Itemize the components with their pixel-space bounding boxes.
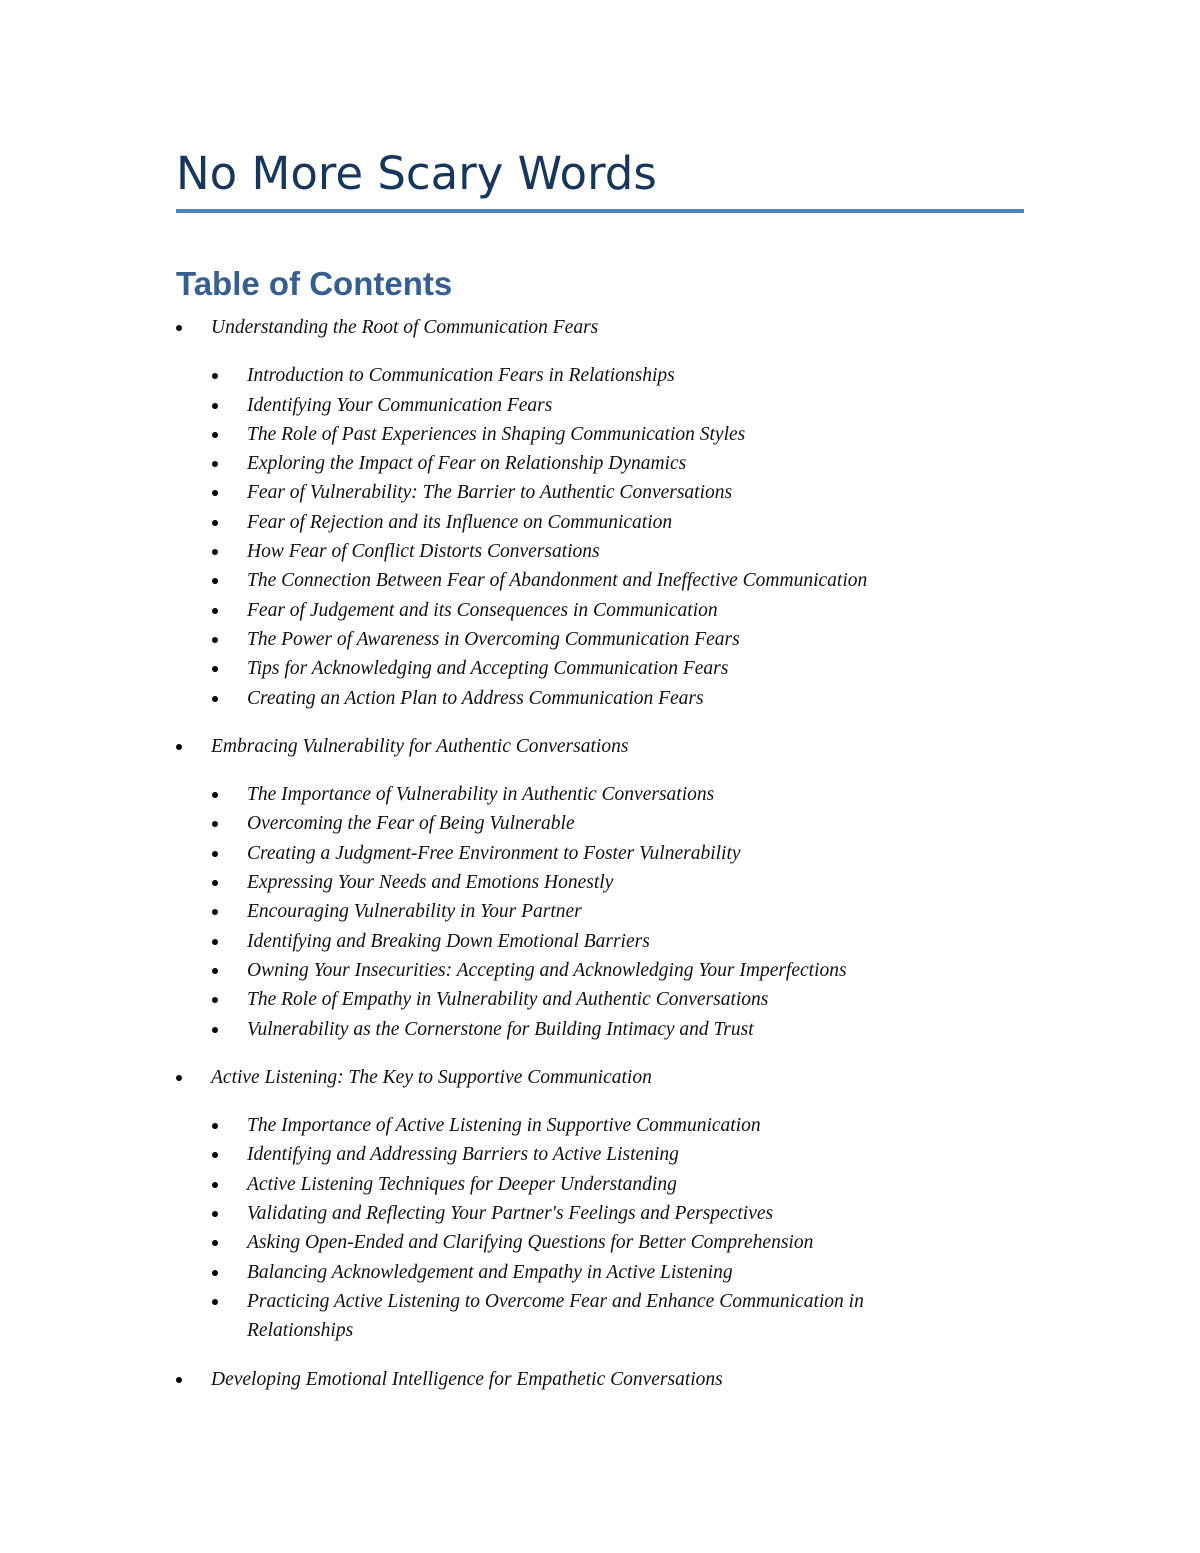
toc-section-item (176, 1258, 1026, 1287)
bullet-icon (212, 1240, 218, 1246)
toc-section-title: Balancing Acknowledgement and Empathy in Active Listening (247, 1261, 733, 1283)
bullet-icon (212, 792, 218, 798)
title-underline-rule (176, 209, 1024, 213)
toc-section-item (176, 625, 1026, 654)
bullet-icon (212, 490, 218, 496)
bullet-icon (212, 1211, 218, 1217)
toc-section-item (176, 780, 1026, 809)
bullet-icon (212, 1299, 218, 1305)
toc-section-title: Encouraging Vulnerability in Your Partner (247, 901, 582, 923)
bullet-icon (212, 578, 218, 584)
toc-section-list (176, 361, 1026, 713)
bullet-icon (212, 608, 218, 614)
bullet-icon (212, 549, 218, 555)
toc-section-item (176, 1199, 1026, 1228)
toc-section-title: Creating an Action Plan to Address Communication Fears (247, 687, 704, 709)
toc-section-item (176, 654, 1026, 683)
toc-section-item (176, 537, 1026, 566)
toc-chapter-title: Developing Emotional Intelligence for Empathetic Conversations (211, 1368, 723, 1390)
bullet-icon (212, 851, 218, 857)
document-title: No More Scary Words (176, 147, 657, 200)
toc-section-item (176, 361, 1026, 390)
toc-section-title: Practicing Active Listening to Overcome Fear and Enhance Communication in Relationships (247, 1290, 864, 1342)
toc-section-list (176, 1111, 1026, 1345)
toc-section-title: Expressing Your Needs and Emotions Honestly (247, 872, 614, 894)
toc-section-item (176, 839, 1026, 868)
toc-section-title: The Role of Empathy in Vulnerability and Authentic Conversations (247, 989, 769, 1011)
toc-section-item (176, 596, 1026, 625)
toc-section-item (176, 1111, 1026, 1140)
toc-section-item (176, 956, 1026, 985)
toc-section-item (176, 566, 1026, 595)
bullet-icon (212, 1027, 218, 1033)
toc-section-item (176, 684, 1026, 713)
bullet-icon (212, 968, 218, 974)
toc-section-title: Vulnerability as the Cornerstone for Building Intimacy and Trust (247, 1018, 754, 1040)
toc-section-title: Fear of Judgement and its Consequences in Communication (247, 599, 718, 621)
bullet-icon (212, 520, 218, 526)
toc-section-item (176, 1170, 1026, 1199)
bullet-icon (212, 821, 218, 827)
bullet-icon (212, 909, 218, 915)
toc-section-title: The Power of Awareness in Overcoming Communication Fears (247, 628, 740, 650)
bullet-icon (212, 1152, 218, 1158)
toc-section-item (176, 897, 1026, 926)
bullet-icon (176, 1075, 182, 1081)
toc-section-title: Creating a Judgment-Free Environment to Foster Vulnerability (247, 842, 741, 864)
bullet-icon (212, 432, 218, 438)
toc-section-item (176, 391, 1026, 420)
bullet-icon (212, 1270, 218, 1276)
toc-section-title: The Connection Between Fear of Abandonment and Ineffective Communication (247, 570, 868, 592)
toc-section-item (176, 1015, 1026, 1044)
toc-section-item (176, 449, 1026, 478)
toc-section-title: Active Listening Techniques for Deeper Understanding (247, 1173, 677, 1195)
bullet-icon (212, 461, 218, 467)
bullet-icon (212, 880, 218, 886)
toc-section-title: Fear of Vulnerability: The Barrier to Authentic Conversations (247, 482, 733, 504)
bullet-icon (176, 325, 182, 331)
bullet-icon (176, 1377, 182, 1383)
toc-section-title: The Importance of Active Listening in Supportive Communication (247, 1115, 761, 1137)
toc-section-title: How Fear of Conflict Distorts Conversations (247, 541, 600, 563)
toc-section-item (176, 478, 1026, 507)
toc-chapter-title: Active Listening: The Key to Supportive Communication (211, 1066, 652, 1088)
toc-section-title: The Importance of Vulnerability in Authentic Conversations (247, 784, 715, 806)
toc-section-item (176, 809, 1026, 838)
toc-chapter (176, 1063, 1026, 1092)
bullet-icon (212, 403, 218, 409)
toc-section-item (176, 508, 1026, 537)
toc-chapter (176, 313, 1026, 342)
toc-section-item (176, 927, 1026, 956)
toc-section-item (176, 420, 1026, 449)
toc-section-title: Asking Open-Ended and Clarifying Questions for Better Comprehension (247, 1232, 814, 1254)
toc-heading: Table of Contents (176, 265, 453, 302)
bullet-icon (212, 939, 218, 945)
bullet-icon (212, 1182, 218, 1188)
bullet-icon (212, 666, 218, 672)
bullet-icon (212, 373, 218, 379)
toc-section-title: Identifying and Addressing Barriers to Active Listening (247, 1144, 679, 1166)
toc-chapter (176, 732, 1026, 761)
toc-chapter (176, 1365, 1026, 1394)
table-of-contents (176, 313, 1026, 1394)
toc-section-title: Fear of Rejection and its Influence on Communication (247, 511, 673, 533)
toc-section-title: Tips for Acknowledging and Accepting Communication Fears (247, 658, 729, 680)
bullet-icon (212, 1123, 218, 1129)
toc-section-title: Identifying Your Communication Fears (247, 394, 553, 416)
toc-section-item (176, 1140, 1026, 1169)
toc-chapter-title: Embracing Vulnerability for Authentic Conversations (211, 735, 629, 757)
toc-chapter-title: Understanding the Root of Communication Fears (211, 317, 599, 338)
bullet-icon (212, 696, 218, 702)
toc-section-title: The Role of Past Experiences in Shaping Communication Styles (247, 423, 746, 445)
bullet-icon (212, 637, 218, 643)
toc-section-title: Introduction to Communication Fears in Relationships (247, 365, 675, 387)
toc-section-title: Identifying and Breaking Down Emotional Barriers (247, 930, 650, 952)
toc-section-title: Validating and Reflecting Your Partner's Feelings and Perspectives (247, 1203, 774, 1225)
toc-section-item (176, 1228, 1026, 1257)
toc-section-title: Overcoming the Fear of Being Vulnerable (247, 813, 575, 835)
toc-section-item (176, 868, 1026, 897)
toc-section-item (176, 985, 1026, 1014)
toc-section-item (176, 1287, 1026, 1346)
bullet-icon (176, 744, 182, 750)
toc-section-title: Exploring the Impact of Fear on Relationship Dynamics (247, 453, 687, 475)
toc-section-list (176, 780, 1026, 1044)
bullet-icon (212, 997, 218, 1003)
toc-section-title: Owning Your Insecurities: Accepting and Acknowledging Your Imperfections (247, 959, 847, 981)
